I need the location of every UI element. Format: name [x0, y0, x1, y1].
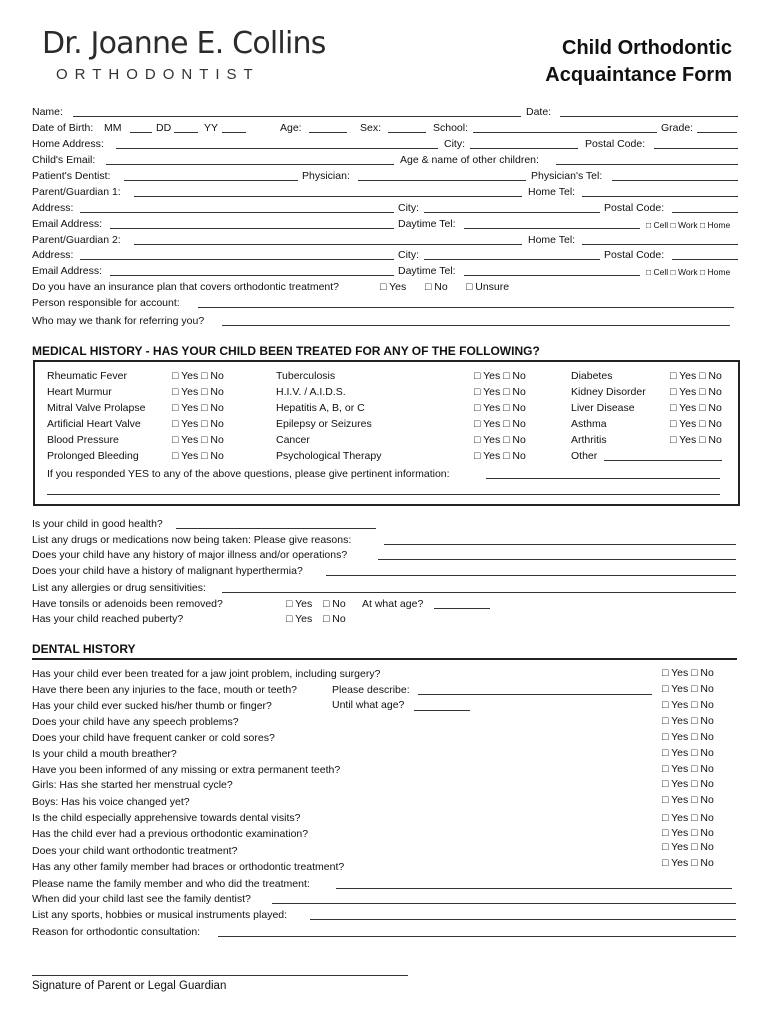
dob-yy-field[interactable]	[222, 122, 246, 133]
condition-yes-no[interactable]: □ Yes □ No	[172, 370, 224, 382]
sex-label: Sex:	[360, 122, 382, 134]
pertinent-info-field[interactable]	[486, 468, 720, 479]
home-address-label: Home Address:	[32, 138, 104, 150]
tonsils-age-label: At what age?	[362, 598, 424, 610]
condition-label: Cancer	[276, 434, 310, 446]
dental-yes-no[interactable]: □ Yes □ No	[662, 731, 714, 743]
dental-question: Does your child have any speech problems?	[32, 716, 239, 728]
school-field[interactable]	[473, 122, 657, 133]
drugs-field[interactable]	[384, 534, 736, 545]
guardian2-city-label: City:	[398, 249, 419, 261]
guardian2-home-tel-label: Home Tel:	[528, 234, 576, 246]
guardian2-postal-field[interactable]	[672, 249, 738, 260]
allergies-question: List any allergies or drug sensitivities:	[32, 582, 206, 594]
tonsils-age-field[interactable]	[434, 598, 490, 609]
major-illness-field[interactable]	[378, 549, 736, 560]
responsible-field[interactable]	[198, 297, 734, 308]
home-city-field[interactable]	[470, 138, 578, 149]
dental-question: Has your child ever been treated for a jaw joint problem, including surgery?	[32, 668, 381, 680]
family-member-field[interactable]	[336, 878, 732, 889]
hyperthermia-question: Does your child have a history of malignant hyperthermia?	[32, 565, 303, 577]
guardian2-phone-type[interactable]: □ Cell □ Work □ Home	[646, 267, 731, 277]
dental-yes-no[interactable]: □ Yes □ No	[662, 763, 714, 775]
other-condition-label: Other	[571, 450, 598, 462]
condition-label: Diabetes	[571, 370, 613, 382]
home-postal-field[interactable]	[654, 138, 738, 149]
condition-label: Kidney Disorder	[571, 386, 646, 398]
condition-label: Hepatitis A, B, or C	[276, 402, 365, 414]
dental-yes-no[interactable]: □ Yes □ No	[662, 827, 714, 839]
injury-describe-label: Please describe:	[332, 684, 410, 696]
condition-label: Artificial Heart Valve	[47, 418, 141, 430]
dental-yes-no[interactable]: □ Yes □ No	[662, 699, 714, 711]
puberty-yes[interactable]: □ Yes	[286, 613, 313, 625]
guardian1-daytime-tel-field[interactable]	[464, 218, 640, 229]
referring-label: Who may we thank for referring you?	[32, 315, 205, 327]
guardian1-field[interactable]	[134, 186, 522, 197]
guardian1-postal-label: Postal Code:	[604, 202, 665, 214]
physician-tel-label: Physician's Tel:	[531, 170, 603, 182]
guardian1-home-tel-label: Home Tel:	[528, 186, 576, 198]
date-field[interactable]	[560, 106, 738, 117]
dental-question: Has the child ever had a previous orthodontic examination?	[32, 828, 309, 840]
guardian2-field[interactable]	[134, 234, 522, 245]
hyperthermia-field[interactable]	[326, 565, 736, 576]
dob-dd-label: DD	[156, 122, 172, 134]
good-health-field[interactable]	[176, 518, 376, 529]
medical-history-title: MEDICAL HISTORY - HAS YOUR CHILD BEEN TREATED FOR ANY OF THE FOLLOWING?	[32, 344, 540, 358]
condition-yes-no[interactable]: □ Yes □ No	[172, 434, 224, 446]
condition-label: H.I.V. / A.I.D.S.	[276, 386, 346, 398]
condition-yes-no[interactable]: □ Yes □ No	[670, 434, 722, 446]
child-email-field[interactable]	[106, 154, 394, 165]
drugs-question: List any drugs or medications now being taken: Please give reasons:	[32, 534, 352, 546]
condition-label: Mitral Valve Prolapse	[47, 402, 146, 414]
tonsils-yes[interactable]: □ Yes	[286, 598, 313, 610]
last-dentist-label: When did your child last see the family dentist?	[32, 893, 251, 905]
dental-yes-no[interactable]: □ Yes □ No	[662, 715, 714, 727]
condition-label: Rheumatic Fever	[47, 370, 127, 382]
guardian2-city-field[interactable]	[424, 249, 600, 260]
age-label: Age:	[280, 122, 302, 134]
guardian1-home-tel-field[interactable]	[582, 186, 738, 197]
dob-yy-label: YY	[204, 122, 219, 134]
thumb-age-field[interactable]	[414, 700, 470, 711]
condition-yes-no[interactable]: □ Yes □ No	[474, 450, 526, 462]
signature-field[interactable]	[32, 965, 408, 976]
tonsils-no[interactable]: □ No	[323, 598, 346, 610]
dental-yes-no[interactable]: □ Yes □ No	[662, 841, 714, 853]
condition-yes-no[interactable]: □ Yes □ No	[474, 418, 526, 430]
puberty-question: Has your child reached puberty?	[32, 613, 184, 625]
puberty-no[interactable]: □ No	[323, 613, 346, 625]
dental-question: Has your child ever sucked his/her thumb or finger?	[32, 700, 272, 712]
physician-field[interactable]	[358, 170, 526, 181]
guardian1-label: Parent/Guardian 1:	[32, 186, 121, 198]
age-field[interactable]	[309, 122, 347, 133]
condition-yes-no[interactable]: □ Yes □ No	[172, 386, 224, 398]
insurance-question: Do you have an insurance plan that covers orthodontic treatment?	[32, 281, 340, 293]
condition-label: Prolonged Bleeding	[47, 450, 139, 462]
condition-label: Tuberculosis	[276, 370, 336, 382]
dental-yes-no[interactable]: □ Yes □ No	[662, 747, 714, 759]
condition-label: Arthritis	[571, 434, 607, 446]
signature-label: Signature of Parent or Legal Guardian	[32, 980, 227, 992]
dental-history-rule	[32, 658, 737, 660]
other-condition-field[interactable]	[604, 450, 722, 461]
guardian1-city-field[interactable]	[424, 202, 600, 213]
pertinent-info-label: If you responded YES to any of the above questions, please give pertinent information:	[47, 468, 450, 480]
guardian2-address-label: Address:	[32, 249, 74, 261]
guardian2-daytime-tel-field[interactable]	[464, 265, 640, 276]
school-label: School:	[433, 122, 469, 134]
physician-tel-field[interactable]	[612, 170, 738, 181]
guardian2-email-label: Email Address:	[32, 265, 103, 277]
dob-label: Date of Birth:	[32, 122, 94, 134]
grade-label: Grade:	[661, 122, 694, 134]
practice-name: Dr. Joanne E. Collins	[42, 26, 326, 61]
name-label: Name:	[32, 106, 63, 118]
guardian1-email-field[interactable]	[110, 218, 394, 229]
referring-field[interactable]	[222, 315, 730, 326]
guardian1-address-field[interactable]	[80, 202, 394, 213]
condition-yes-no[interactable]: □ Yes □ No	[474, 434, 526, 446]
injury-describe-field[interactable]	[418, 684, 652, 695]
condition-yes-no[interactable]: □ Yes □ No	[172, 450, 224, 462]
insurance-no[interactable]: □ No	[425, 281, 448, 293]
dental-yes-no[interactable]: □ Yes □ No	[662, 667, 714, 679]
dentist-label: Patient's Dentist:	[32, 170, 111, 182]
condition-yes-no[interactable]: □ Yes □ No	[474, 402, 526, 414]
good-health-question: Is your child in good health?	[32, 518, 163, 530]
condition-yes-no[interactable]: □ Yes □ No	[172, 402, 224, 414]
dob-mm-label: MM	[104, 122, 122, 134]
guardian1-daytime-tel-label: Daytime Tel:	[398, 218, 456, 230]
condition-label: Asthma	[571, 418, 607, 430]
dental-question: Boys: Has his voice changed yet?	[32, 796, 190, 808]
last-dentist-field[interactable]	[272, 893, 736, 904]
guardian1-city-label: City:	[398, 202, 419, 214]
condition-label: Liver Disease	[571, 402, 635, 414]
sex-field[interactable]	[388, 122, 426, 133]
thumb-age-label: Until what age?	[332, 699, 405, 711]
dental-question: Girls: Has she started her menstrual cycle?	[32, 779, 233, 791]
sports-field[interactable]	[310, 909, 736, 920]
dental-question: Does your child have frequent canker or cold sores?	[32, 732, 275, 744]
major-illness-question: Does your child have any history of major illness and/or operations?	[32, 549, 348, 561]
dental-question: Has any other family member had braces or orthodontic treatment?	[32, 861, 345, 873]
condition-yes-no[interactable]: □ Yes □ No	[670, 370, 722, 382]
dental-question: Have you been informed of any missing or extra permanent teeth?	[32, 764, 341, 776]
guardian2-daytime-tel-label: Daytime Tel:	[398, 265, 456, 277]
dob-mm-field[interactable]	[130, 122, 152, 133]
home-address-field[interactable]	[116, 138, 438, 149]
condition-yes-no[interactable]: □ Yes □ No	[670, 418, 722, 430]
home-postal-label: Postal Code:	[585, 138, 646, 150]
physician-label: Physician:	[302, 170, 350, 182]
allergies-field[interactable]	[222, 582, 736, 593]
dental-yes-no[interactable]: □ Yes □ No	[662, 683, 714, 695]
guardian2-home-tel-field[interactable]	[582, 234, 738, 245]
condition-label: Epilepsy or Seizures	[276, 418, 372, 430]
condition-yes-no[interactable]: □ Yes □ No	[474, 370, 526, 382]
form-title-line-2: Acquaintance Form	[545, 64, 732, 86]
condition-label: Psychological Therapy	[276, 450, 382, 462]
responsible-label: Person responsible for account:	[32, 297, 180, 309]
guardian2-postal-label: Postal Code:	[604, 249, 665, 261]
consultation-reason-field[interactable]	[218, 926, 736, 937]
condition-label: Blood Pressure	[47, 434, 119, 446]
family-member-label: Please name the family member and who did the treatment:	[32, 878, 310, 890]
dob-dd-field[interactable]	[174, 122, 198, 133]
dental-yes-no[interactable]: □ Yes □ No	[662, 812, 714, 824]
dental-question: Is your child a mouth breather?	[32, 748, 177, 760]
sports-label: List any sports, hobbies or musical instruments played:	[32, 909, 288, 921]
name-field[interactable]	[73, 106, 521, 117]
date-label: Date:	[526, 106, 552, 118]
child-email-label: Child's Email:	[32, 154, 96, 166]
condition-label: Heart Murmur	[47, 386, 112, 398]
condition-yes-no[interactable]: □ Yes □ No	[670, 386, 722, 398]
other-children-label: Age & name of other children:	[400, 154, 539, 166]
guardian1-address-label: Address:	[32, 202, 74, 214]
dental-question: Is the child especially apprehensive towards dental visits?	[32, 812, 301, 824]
dental-yes-no[interactable]: □ Yes □ No	[662, 778, 714, 790]
guardian1-phone-type[interactable]: □ Cell □ Work □ Home	[646, 220, 731, 230]
dental-history-title: DENTAL HISTORY	[32, 642, 136, 656]
home-city-label: City:	[444, 138, 465, 150]
tonsils-question: Have tonsils or adenoids been removed?	[32, 598, 223, 610]
dental-question: Does your child want orthodontic treatment?	[32, 845, 238, 857]
condition-yes-no[interactable]: □ Yes □ No	[474, 386, 526, 398]
insurance-yes[interactable]: □ Yes	[380, 281, 407, 293]
guardian2-email-field[interactable]	[110, 265, 394, 276]
dental-question: Have there been any injuries to the face, mouth or teeth?	[32, 684, 297, 696]
grade-field[interactable]	[697, 122, 737, 133]
condition-yes-no[interactable]: □ Yes □ No	[172, 418, 224, 430]
pertinent-info-field-line-2[interactable]	[47, 484, 720, 495]
consultation-reason-label: Reason for orthodontic consultation:	[32, 926, 201, 938]
practice-subtitle: ORTHODONTIST	[56, 66, 260, 83]
insurance-unsure[interactable]: □ Unsure	[466, 281, 510, 293]
condition-yes-no[interactable]: □ Yes □ No	[670, 402, 722, 414]
other-children-field[interactable]	[556, 154, 738, 165]
dental-yes-no[interactable]: □ Yes □ No	[662, 857, 714, 869]
dental-yes-no[interactable]: □ Yes □ No	[662, 794, 714, 806]
guardian2-address-field[interactable]	[80, 249, 394, 260]
guardian2-label: Parent/Guardian 2:	[32, 234, 121, 246]
guardian1-email-label: Email Address:	[32, 218, 103, 230]
dentist-field[interactable]	[124, 170, 298, 181]
form-title-line-1: Child Orthodontic	[562, 37, 732, 59]
guardian1-postal-field[interactable]	[672, 202, 738, 213]
